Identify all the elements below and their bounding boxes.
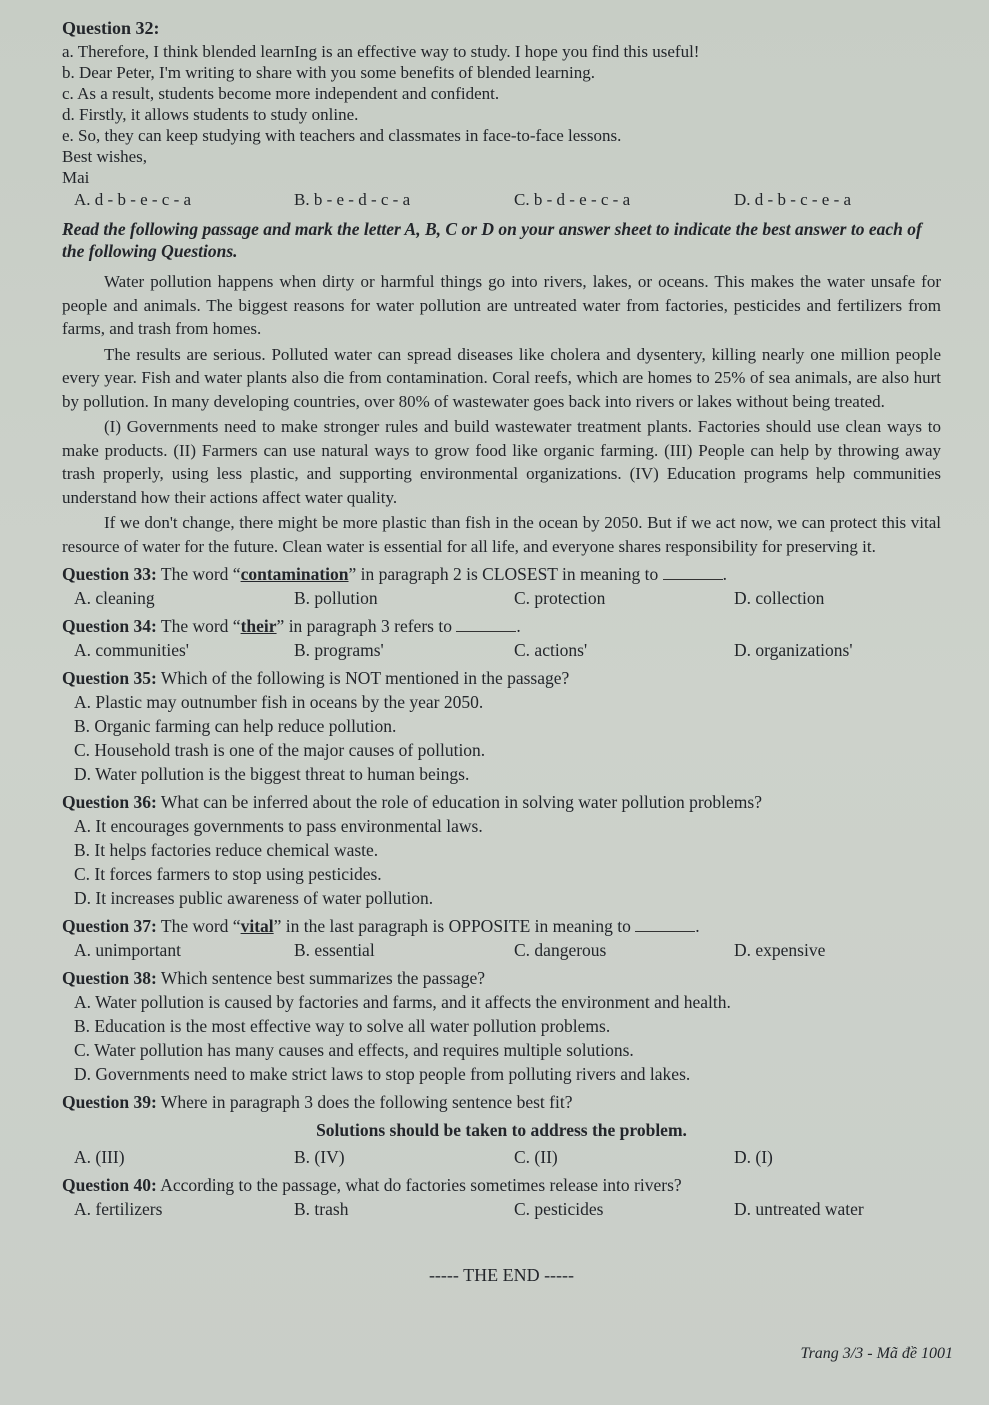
- q37-stem-post: ” in the last paragraph is OPPOSITE in meaning to: [273, 916, 631, 936]
- reading-passage: [62, 270, 941, 558]
- q40-option-c[interactable]: C. pesticides: [514, 1199, 604, 1219]
- q37-options: [74, 938, 941, 962]
- question-40: [62, 1173, 941, 1221]
- q38-option-d[interactable]: D. Governments need to make strict laws to stop people from polluting rivers and lakes.: [74, 1064, 691, 1084]
- q38-option-c[interactable]: C. Water pollution has many causes and effects, and requires multiple solutions.: [74, 1040, 634, 1060]
- q33-stem-pre: The word “: [160, 564, 241, 584]
- q38-label: Question 38:: [62, 968, 157, 988]
- q39-option-c[interactable]: C. (II): [514, 1147, 558, 1167]
- reading-instruction: Read the following passage and mark the letter A, B, C or D on your answer sheet to indicate the best answer to each of the following Questions.: [62, 219, 922, 261]
- q39-label: Question 39:: [62, 1092, 157, 1112]
- question-34: Question 34: The word “their” in paragraph 3 refers to . A. communities' B. programs' C. actions' D. organizations': [62, 614, 941, 662]
- q32-line-d: d. Firstly, it allows students to study online.: [62, 105, 359, 124]
- question-36: [62, 790, 941, 910]
- q32-option-c[interactable]: C. b - d - e - c - a: [514, 190, 631, 209]
- q36-option-a[interactable]: A. It encourages governments to pass environmental laws.: [74, 816, 483, 836]
- q34-stem-pre: The word “: [160, 616, 241, 636]
- q34-option-c[interactable]: C. actions': [514, 640, 588, 660]
- q32-line-a: a. Therefore, I think blended learnIng is an effective way to study. I hope you find this useful!: [62, 42, 700, 61]
- q40-options: [74, 1197, 941, 1221]
- q32-option-a[interactable]: A. d - b - e - c - a: [74, 190, 192, 209]
- q34-option-d[interactable]: D. organizations': [734, 640, 853, 660]
- q40-label: Question 40:: [62, 1175, 157, 1195]
- q37-label: Question 37:: [62, 916, 157, 936]
- q37-keyword: vital: [240, 916, 274, 936]
- passage-paragraph-4: If we don't change, there might be more plastic than fish in the ocean by 2050. But if we act now, we can protect this vital resource of water for the future. Clean water is essential for all life, and everyone shares responsibility for preserving it.: [62, 513, 941, 556]
- q35-stem: Which of the following is NOT mentioned in the passage?: [160, 668, 570, 688]
- question-35: [62, 666, 941, 786]
- q37-stem-pre: The word “: [160, 916, 241, 936]
- question-39: [62, 1090, 941, 1169]
- q36-stem: What can be inferred about the role of education in solving water pollution problems?: [160, 792, 763, 812]
- q39-option-a[interactable]: A. (III): [74, 1147, 125, 1167]
- q37-option-d[interactable]: D. expensive: [734, 940, 826, 960]
- q40-option-b[interactable]: B. trash: [294, 1199, 349, 1219]
- q32-line-b: b. Dear Peter, I'm writing to share with you some benefits of blended learning.: [62, 63, 596, 82]
- q35-option-a[interactable]: A. Plastic may outnumber fish in oceans by the year 2050.: [74, 692, 484, 712]
- q34-option-b[interactable]: B. programs': [294, 640, 384, 660]
- q32-option-d[interactable]: D. d - b - c - e - a: [734, 190, 852, 209]
- q33-option-d[interactable]: D. collection: [734, 588, 825, 608]
- q36-option-c[interactable]: C. It forces farmers to stop using pesticides.: [74, 864, 382, 884]
- q34-label: Question 34:: [62, 616, 157, 636]
- q35-label: Question 35:: [62, 668, 157, 688]
- q32-options: [74, 188, 941, 212]
- answer-blank: [635, 931, 695, 932]
- passage-paragraph-3: (I) Governments need to make stronger rules and build wastewater treatment plants. Factories should use clean ways to make products. (II) Farmers can use natural ways to grow food like organic farming. (III) People can help by throwing away trash properly, using less plastic, and supporting environmental organizations. (IV) Education programs help communities understand how their actions affect water quality.: [62, 417, 941, 507]
- q33-label: Question 33:: [62, 564, 157, 584]
- q38-option-b[interactable]: B. Education is the most effective way to solve all water pollution problems.: [74, 1016, 611, 1036]
- q35-option-b[interactable]: B. Organic farming can help reduce pollution.: [74, 716, 397, 736]
- question-37: Question 37: The word “vital” in the last paragraph is OPPOSITE in meaning to . A. unimportant B. essential C. dangerous D. expensive: [62, 914, 941, 962]
- q39-options: [74, 1145, 941, 1169]
- q40-stem: According to the passage, what do factories sometimes release into rivers?: [160, 1175, 682, 1195]
- question-32: [62, 18, 941, 212]
- question-33: Question 33: The word “contamination” in paragraph 2 is CLOSEST in meaning to . A. cleaning B. pollution C. protection D. collection: [62, 562, 941, 610]
- q33-options: [74, 586, 941, 610]
- question-38: [62, 966, 941, 1086]
- q37-option-b[interactable]: B. essential: [294, 940, 375, 960]
- q36-label: Question 36:: [62, 792, 157, 812]
- q32-line-e: e. So, they can keep studying with teachers and classmates in face-to-face lessons.: [62, 126, 622, 145]
- q33-stem-post: ” in paragraph 2 is CLOSEST in meaning to: [348, 564, 659, 584]
- q33-option-b[interactable]: B. pollution: [294, 588, 378, 608]
- q37-option-a[interactable]: A. unimportant: [74, 940, 181, 960]
- q36-option-d[interactable]: D. It increases public awareness of water pollution.: [74, 888, 434, 908]
- answer-blank: [663, 579, 723, 580]
- q37-option-c[interactable]: C. dangerous: [514, 940, 607, 960]
- q34-option-a[interactable]: A. communities': [74, 640, 189, 660]
- question-32-title: Question 32:: [62, 18, 160, 38]
- q39-option-d[interactable]: D. (I): [734, 1147, 773, 1167]
- q33-option-c[interactable]: C. protection: [514, 588, 606, 608]
- q39-option-b[interactable]: B. (IV): [294, 1147, 345, 1167]
- q40-option-a[interactable]: A. fertilizers: [74, 1199, 163, 1219]
- q39-sentence: Solutions should be taken to address the problem.: [316, 1120, 687, 1140]
- q34-keyword: their: [240, 616, 277, 636]
- q38-option-a[interactable]: A. Water pollution is caused by factories and farms, and it affects the environment and health.: [74, 992, 731, 1012]
- q32-line-c: c. As a result, students become more independent and confident.: [62, 84, 500, 103]
- q33-keyword: contamination: [240, 564, 349, 584]
- q35-option-d[interactable]: D. Water pollution is the biggest threat to human beings.: [74, 764, 470, 784]
- answer-blank: [456, 631, 516, 632]
- page-footer: Trang 3/3 - Mã đề 1001: [800, 1345, 953, 1362]
- q35-option-c[interactable]: C. Household trash is one of the major causes of pollution.: [74, 740, 486, 760]
- q32-option-b[interactable]: B. b - e - d - c - a: [294, 190, 411, 209]
- the-end-marker: ----- THE END -----: [428, 1265, 575, 1285]
- q33-option-a[interactable]: A. cleaning: [74, 588, 155, 608]
- passage-paragraph-1: Water pollution happens when dirty or harmful things go into rivers, lakes, or oceans. This makes the water unsafe for people and animals. The biggest reasons for water pollution are untreated water from factories, pesticides and fertilizers from farms, and trash from homes.: [62, 272, 941, 338]
- q34-options: [74, 638, 941, 662]
- q40-option-d[interactable]: D. untreated water: [734, 1199, 864, 1219]
- q39-stem: Where in paragraph 3 does the following sentence best fit?: [160, 1092, 573, 1112]
- q32-signature: Mai: [62, 168, 90, 187]
- q32-closing: Best wishes,: [62, 147, 147, 166]
- q38-stem: Which sentence best summarizes the passage?: [160, 968, 485, 988]
- q36-option-b[interactable]: B. It helps factories reduce chemical waste.: [74, 840, 379, 860]
- q34-stem-post: ” in paragraph 3 refers to: [276, 616, 452, 636]
- passage-paragraph-2: The results are serious. Polluted water can spread diseases like cholera and dysentery, killing nearly one million people every year. Fish and water plants also die from contamination. Coral reefs, which are homes to 25% of sea animals, are also hurt by pollution. In many developing countries, over 80% of wastewater goes back into rivers or lakes without being treated.: [62, 344, 941, 411]
